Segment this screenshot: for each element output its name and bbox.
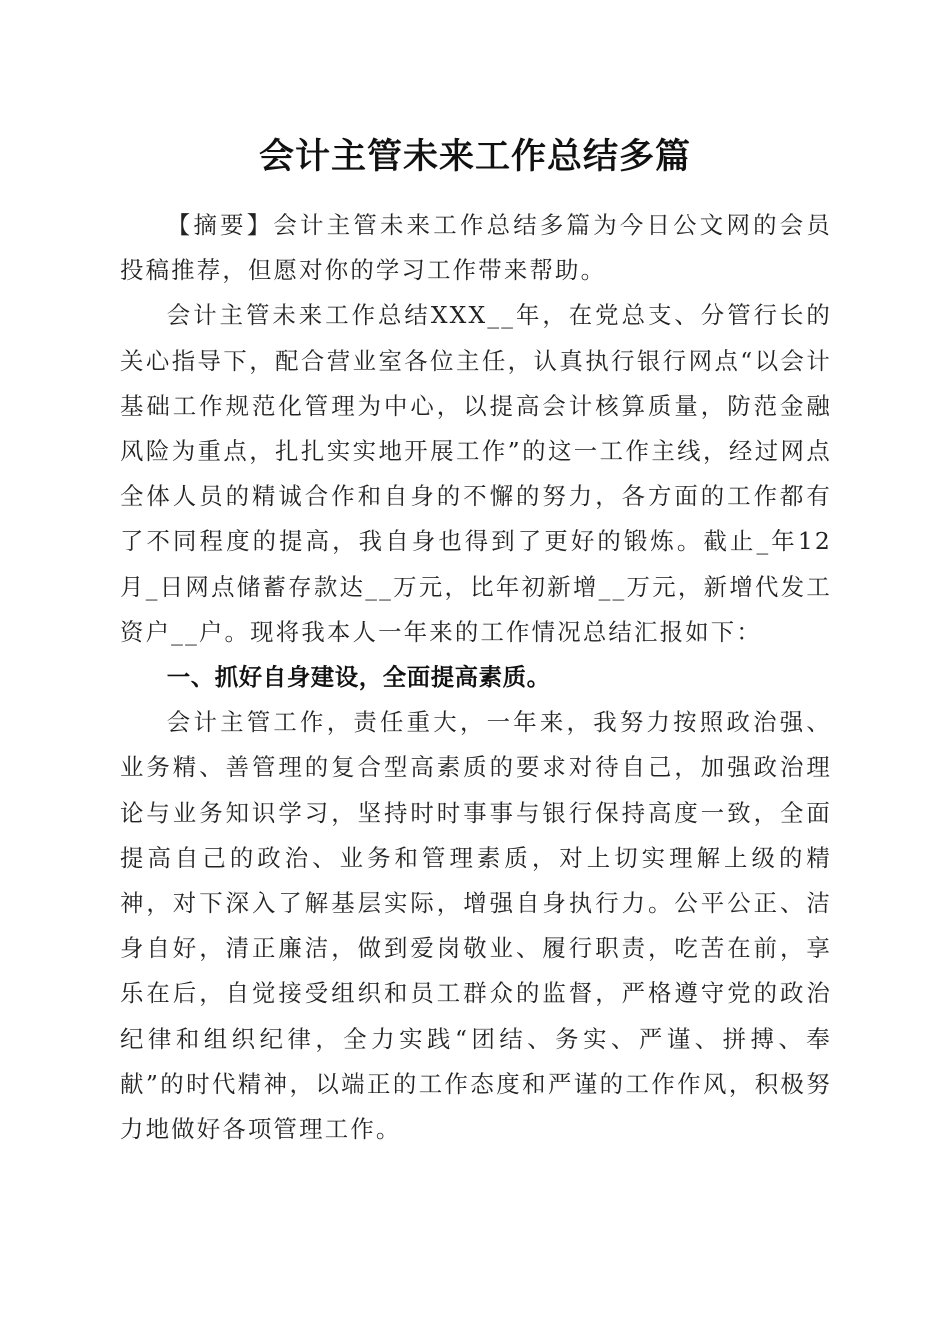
intro-paragraph: 会计主管未来工作总结XXX__年，在党总支、分管行长的关心指导下，配合营业室各位主任，认真执行银行网点“以会计基础工作规范化管理为中心，以提高会计核算质量，防范金融风险为重点，扎扎实实地开展工作”的这一工作主线，经过网点全体人员的精诚合作和自身的不懈的努力，各方面的工作都有了不同程度的提高，我自身也得到了更好的锻炼。截止_年12月_日网点储蓄存款达__万元，比年初新增__万元，新增代发工资户__户。现将我本人一年来的工作情况总结汇报如下：: [120, 301, 832, 646]
document-title: 会计主管未来工作总结多篇: [258, 136, 691, 177]
abstract-paragraph: 【摘要】会计主管未来工作总结多篇为今日公文网的会员投稿推荐，但愿对你的学习工作带来帮助。: [120, 211, 832, 285]
section-heading: 一、抓好自身建设，全面提高素质。: [166, 663, 551, 692]
document-body: [120, 203, 832, 1152]
section-paragraph: 会计主管工作，责任重大，一年来，我努力按照政治强、业务精、善管理的复合型高素质的要求对待自己，加强政治理论与业务知识学习，坚持时时事事与银行保持高度一致，全面提高自己的政治、业务和管理素质，对上切实理解上级的精神，对下深入了解基层实际，增强自身执行力。公平公正、洁身自好，清正廉洁，做到爱岗敬业、履行职责，吃苦在前，享乐在后，自觉接受组织和员工群众的监督，严格遵守党的政治纪律和组织纪律，全力实践“团结、务实、严谨、拼搏、奉献”的时代精神，以端正的工作态度和严谨的工作作风，积极努力地做好各项管理工作。: [120, 708, 832, 1144]
